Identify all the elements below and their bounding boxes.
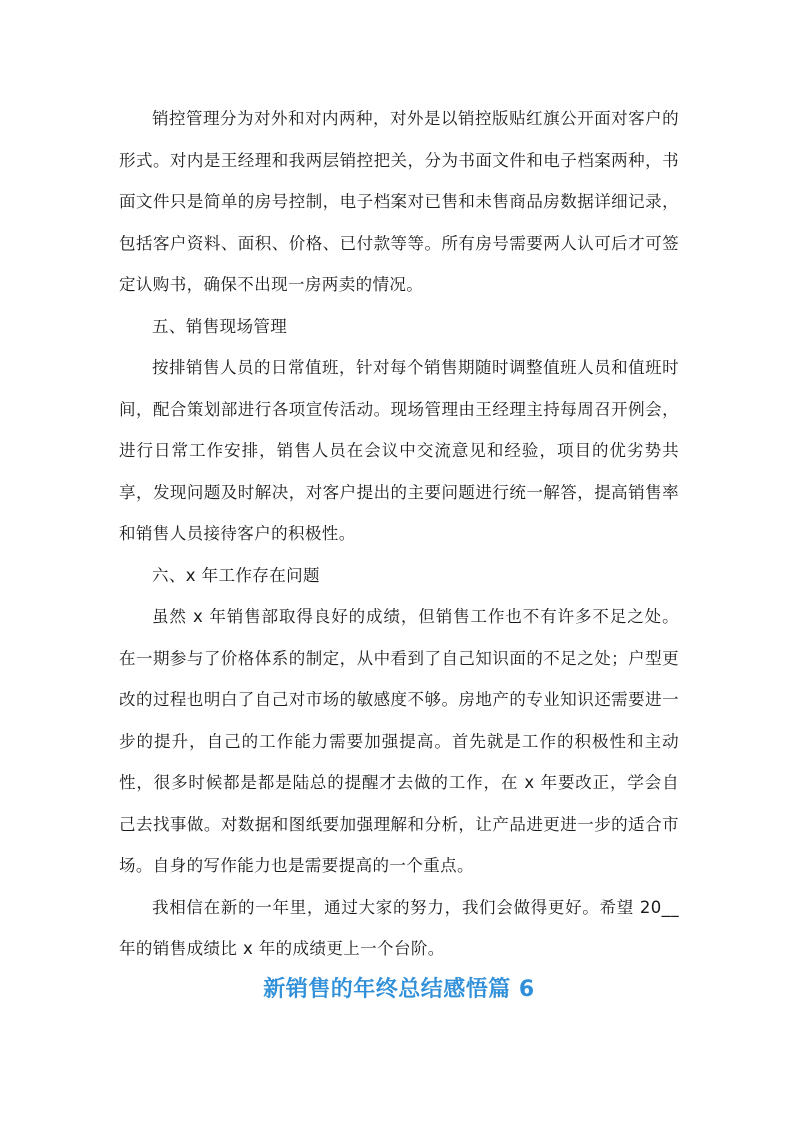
paragraph-onsite-management: 按排销售人员的日常值班，针对每个销售期随时调整值班人员和值班时间，配合策划部进行各项宣传活动。现场管理由王经理主持每周召开例会，进行日常工作安排，销售人员在会议中交流意见和经验，项目的优劣势共享，发现问题及时解决，对客户提出的主要问题进行统一解答，提高销售率和销售人员接待客户的积极性。 bbox=[119, 358, 679, 543]
paragraph-outlook: 我相信在新的一年里，通过大家的努力，我们会做得更好。希望 20__年的销售成绩比 x 年的成绩更上一个台阶。 bbox=[119, 897, 679, 958]
paragraph-existing-problems: 虽然 x 年销售部取得良好的成绩，但销售工作也不有许多不足之处。在一期参与了价格体系的制定，从中看到了自己知识面的不足之处；户型更改的过程也明白了自己对市场的敏感度不够。房地产的专业知识还需要进一步的提升，自己的工作能力需要加强提高。首先就是工作的积极性和主动性，很多时候都是都是陆总的提醒才去做的工作，在 x 年要改正，学会自己去找事做。对数据和图纸要加强理解和分析，让产品进更进一步的适合市场。自身的写作能力也是需要提高的一个重点。 bbox=[119, 607, 679, 875]
document-page bbox=[119, 98, 679, 1006]
paragraph-sales-control: 销控管理分为对外和对内两种，对外是以销控版贴红旗公开面对客户的形式。对内是王经理和我两层销控把关，分为书面文件和电子档案两种，书面文件只是简单的房号控制，电子档案对已售和未售商品房数据详细记录，包括客户资料、面积、价格、已付款等等。所有房号需要两人认可后才可签定认购书，确保不出现一房两卖的情况。 bbox=[119, 109, 679, 294]
heading-onsite-management: 五、销售现场管理 bbox=[152, 316, 288, 336]
section-title: 新销售的年终总结感悟篇 6 bbox=[263, 976, 535, 1002]
heading-existing-problems: 六、x 年工作存在问题 bbox=[152, 565, 320, 585]
